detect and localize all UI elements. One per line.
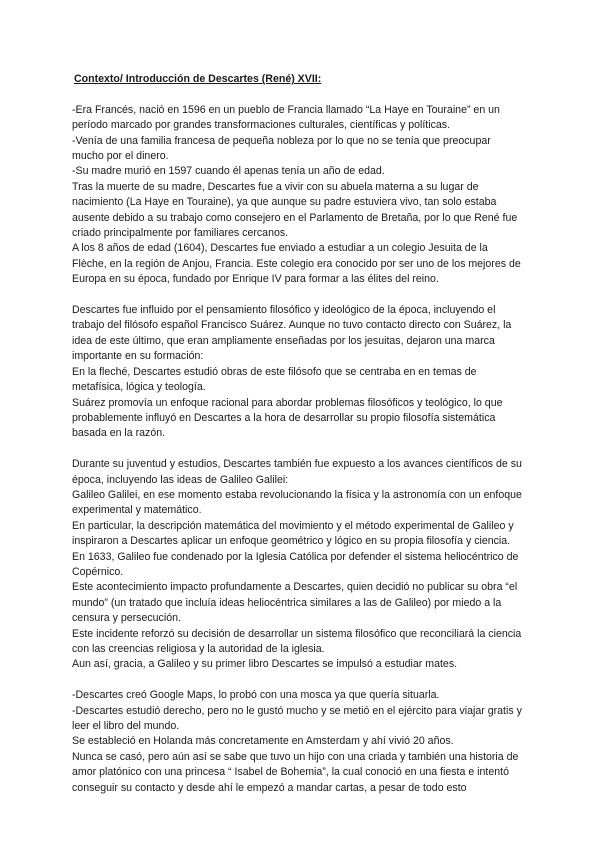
- section-4: [72, 688, 524, 796]
- paragraph: Durante su juventud y estudios, Descartes también fue expuesto a los avances científicos de su época, incluyendo las ideas de Galileo Galilei:: [72, 458, 522, 486]
- paragraph: -Descartes estudió derecho, pero no le gustó mucho y se metió en el ejército para viajar gratis y leer el libro del mundo.: [72, 704, 522, 732]
- paragraph: Galileo Galilei, en ese momento estaba revolucionando la física y la astronomía con un enfoque experimental y matemático.: [72, 488, 522, 517]
- paragraph: En particular, la descripción matemática del movimiento y el método experimental de Galileo y inspiraron a Descartes aplicar un enfoque geométrico y lógico en su propia filosofía y ciencia.: [72, 519, 514, 548]
- section-3: [72, 457, 524, 673]
- paragraph: Tras la muerte de su madre, Descartes fue a vivir con su abuela materna a su lugar de nacimiento (La Haye en Touraine), ya que aunque su padre estuviera vivo, tan solo estaba ausente debido a su trabajo como consejero en el Parlamento de Bretaña, por lo que René fue criado principalmente por familiares cercanos.: [72, 180, 518, 240]
- paragraph: A los 8 años de edad (1604), Descartes fue enviado a estudiar a un colegio Jesuita de la Flèche, en la región de Anjou, Francia. Este colegio era conocido por ser uno de los mejores de Europa en su época, fundado por Enrique IV para formar a las élites del reino.: [72, 242, 521, 286]
- document-title: Contexto/ Introducción de Descartes (René) XVII:: [74, 73, 322, 85]
- paragraph: Este acontecimiento impacto profundamente a Descartes, quien decidió no publicar su obra “el mundo” (un tratado que incluía ideas heliocéntrica similares a las de Galileo) por miedo a la censura y persecución.: [72, 581, 518, 625]
- paragraph: -Venía de una familia francesa de pequeña nobleza por lo que no se tenía que preocupar mucho por el dinero.: [72, 134, 491, 163]
- paragraph: Nunca se casó, pero aún así se sabe que tuvo un hijo con una criada y también una historia de amor platónico con una princesa “ Isabel de Bohemia”, la cual conoció en una fiesta e intentó conseguir su contacto y desde ahí le empezó a mandar cartas, a pesar de todo esto: [72, 750, 519, 794]
- section-1: [72, 103, 524, 288]
- paragraph: En 1633, Galileo fue condenado por la Iglesia Católica por defender el sistema heliocéntrico de Copérnico.: [72, 550, 519, 578]
- paragraph: En la fleché, Descartes estudió obras de este filósofo que se centraba en en temas de metafísica, lógica y teología.: [72, 365, 477, 394]
- paragraph: Descartes fue influido por el pensamiento filosófico y ideológico de la época, incluyendo el trabajo del filósofo español Francisco Suárez. Aunque no tuvo contacto directo con Suárez, la idea de este último, que eran ampliamente enseñadas por los jesuitas, dejaron una marca importante en su formación:: [72, 304, 512, 363]
- paragraph: Suárez promovía un enfoque racional para abordar problemas filosóficos y teológico, lo que probablemente influyó en Descartes a la hora de desarrollar su propio filosofía sistemática basada en la razón.: [72, 396, 503, 440]
- document-body: [72, 72, 524, 811]
- paragraph: -Su madre murió en 1597 cuando él apenas tenía un año de edad.: [72, 165, 385, 178]
- paragraph: Aun así, gracia, a Galileo y su primer libro Descartes se impulsó a estudiar mates.: [72, 658, 458, 671]
- paragraph: Se estableció en Holanda más concretamente en Amsterdam y ahí vivió 20 años.: [72, 735, 454, 748]
- paragraph: -Descartes creó Google Maps, lo probó con una mosca ya que quería situarla.: [72, 689, 440, 702]
- document-sections: [72, 103, 524, 796]
- section-2: [72, 303, 524, 442]
- paragraph: -Era Francés, nació en 1596 en un pueblo de Francia llamado “La Haye en Touraine” en un período marcado por grandes transformaciones culturales, científicas y políticas.: [72, 103, 500, 132]
- paragraph: Este incidente reforzó su decisión de desarrollar un sistema filosófico que reconciliará la ciencia con las creencias religiosa y la autoridad de la iglesia.: [72, 627, 522, 655]
